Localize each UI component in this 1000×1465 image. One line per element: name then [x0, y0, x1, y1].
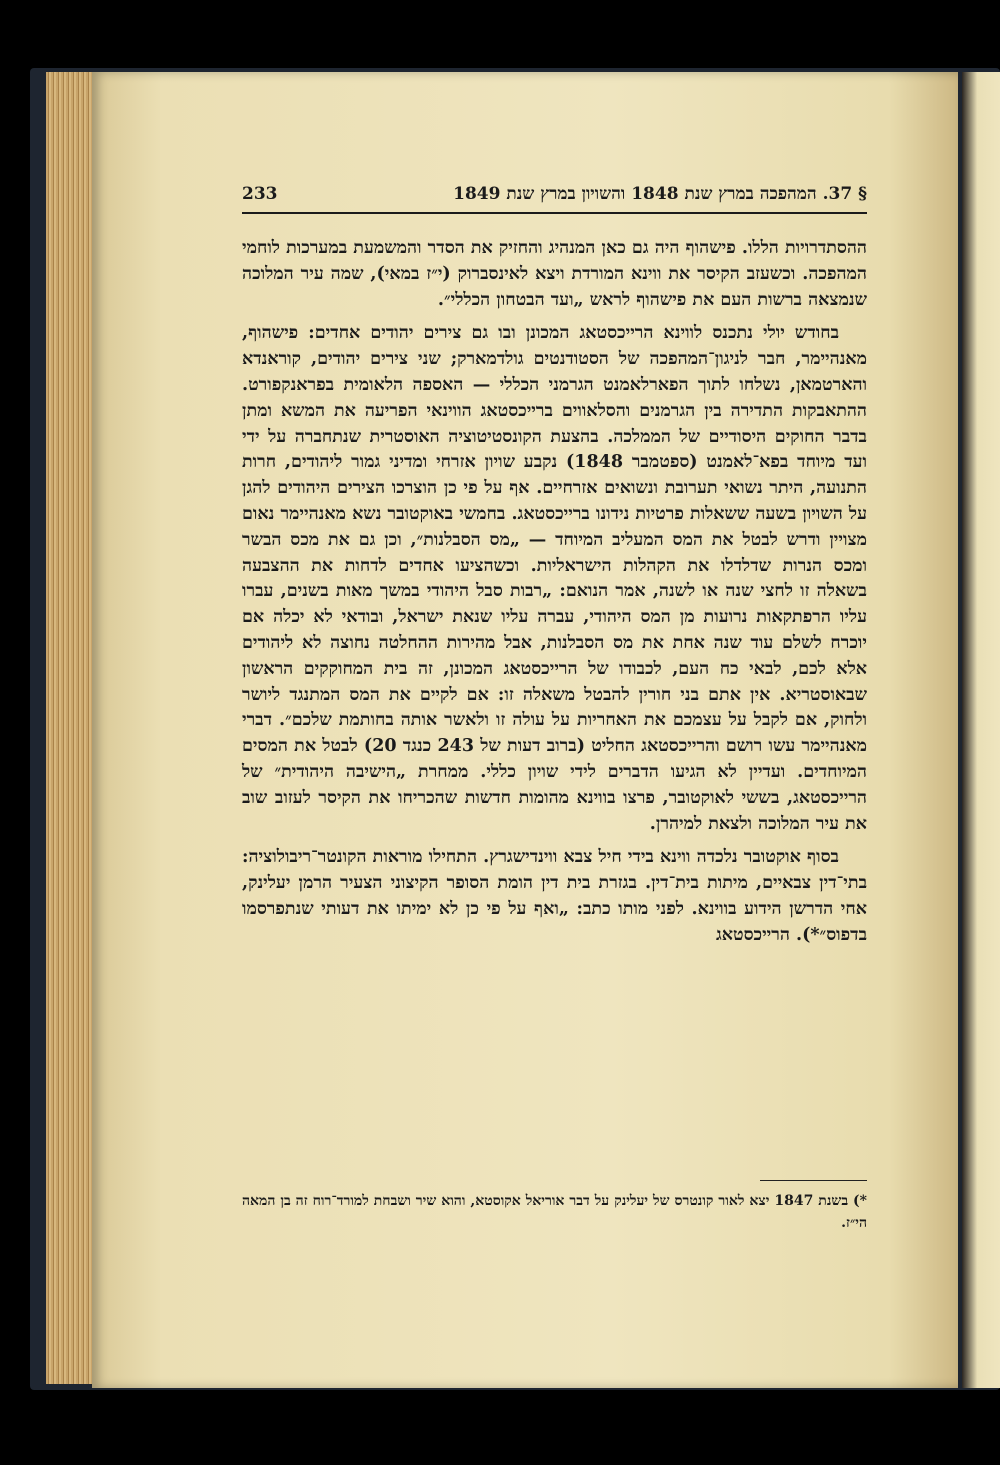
body-text: [242, 236, 867, 957]
header-rule: [242, 212, 867, 214]
running-head: § 37. המהפכה במרץ שנת 1848 והשויון במרץ שנת 1849: [453, 184, 867, 204]
page-edges: [46, 72, 96, 1384]
paragraph: בסוף אוקטובר נלכדה ווינא בידי חיל צבא ווינדישגרץ. התחילו מוראות הקונטר־ריבולוציה: בתי־דין צבאיים, מיתות בית־דין. בגזרת בית דין הומת הסופר הקיצוני הצעיר הרמן יעלינק, אחי הדרשן הידוע בווינא. לפני מותו כתב: „ואף על פי כן לא ימיתו את דעותי שנתפרסמו בדפוס״*). הרייכסטאג: [242, 847, 867, 945]
facing-page-edge: [962, 72, 1000, 1388]
page-number: 233: [242, 184, 278, 204]
paragraph: בחודש יולי נתכנס לווינא הרייכסטאג המכונן ובו גם צירים יהודים אחדים: פישהוף, מאנהיימר, חבר לניגון־המהפכה של הסטודנטים גולדמארק; שני צירים יהודים, קוראנדא והארטמאן, נשלחו לתוך הפארלאמנט הגרמני הכללי — האספה הלאומית בפראנקפורט. ההתאבקות התדירה בין הגרמנים והסלאווים ברייכסטאג הווינאי הפריעה את המשא ומתן בדבר החוקים היסודיים של הממלכה. בהצעת הקונסטיטוציה האוסטרית שנתחברה על ידי ועד מיוחד בפא־לאמנט (ספטמבר 1848) נקבע שויון אזרחי ומדיני גמור ליהודים, חרות התנועה, היתר נשואי תערובת ונשואים אזרחיים. אף על פי כן הוצרכו הצירים היהודים להגן על השויון בשעה ששאלות פרטיות נידונו ברייכסטאג. בחמשי באוקטובר נשא מאנהיימר נאום מצויין ודרש לבטל את המס המעליב המיוחד — „מס הסבלנות״, וכן גם את מכס הבשר ומכס הנרות שדלדלו את הקהלות הישראליות. וכשהציעו אחדים לדחות את ההצבעה בשאלה זו לחצי שנה או לשנה, אמר הנואם: „רבות סבל היהודי במשך מאות בשנים, עברו עליו הרפתקאות נרועות מן המס היהודי, עברה עליו שנאת ישראל, ובודאי לא יכלה אם יוכרח לשלם עוד שנה אחת את מס הסבלנות, אבל מהירות ההחלטה נחוצה לא ליהודים אלא לכם, לבאי כח העם, לכבודו של הרייכסטאג המכונן, זה בית המחוקקים הראשון שבאוסטריא. אין אתם בני חורין להבטל משאלה זו: אם לקיים את המס המתנגד ליושר ולחוק, אם לקבל על עצמכם את האחריות על עולה זו ולאשר אותה בחותמת שלכם״. דברי מאנהיימר עשו רושם והרייכסטאג החליט (ברוב דעות של 243 כנגד 20) לבטל את המסים המיוחדים. ועדיין לא הגיעו הדברים לידי שויון כללי. ממחרת „הישיבה היהודית״ של הרייכסטאג, בששי לאוקטובר, פרצו בווינא מהומות חדשות שהכריחו את הקיסר לעזוב שוב את עיר המלוכה ולצאת למיהרן.: [242, 323, 868, 834]
page-header: [242, 184, 867, 208]
footnote: *) בשנת 1847 יצא לאור קונטרס של יעלינק על דבר אוריאל אקוסטא, והוא שיר ושבחת למורד־רוח זה בן המאה הי״ז.: [242, 1193, 867, 1231]
paragraph: ההסתדרויות הללו. פישהוף היה גם כאן המנהיג והחזיק את הסדר והמשמעת במערכות לוחמי המהפכה. וכשעזב הקיסר את ווינא המורדת ויצא לאינסברוק (י״ז במאי), שמה עיר המלוכה שנמצאה ברשות העם את פישהוף לראש „ועד הבטחון הכללי״.: [242, 238, 867, 310]
footnote-rule: [760, 1180, 867, 1181]
